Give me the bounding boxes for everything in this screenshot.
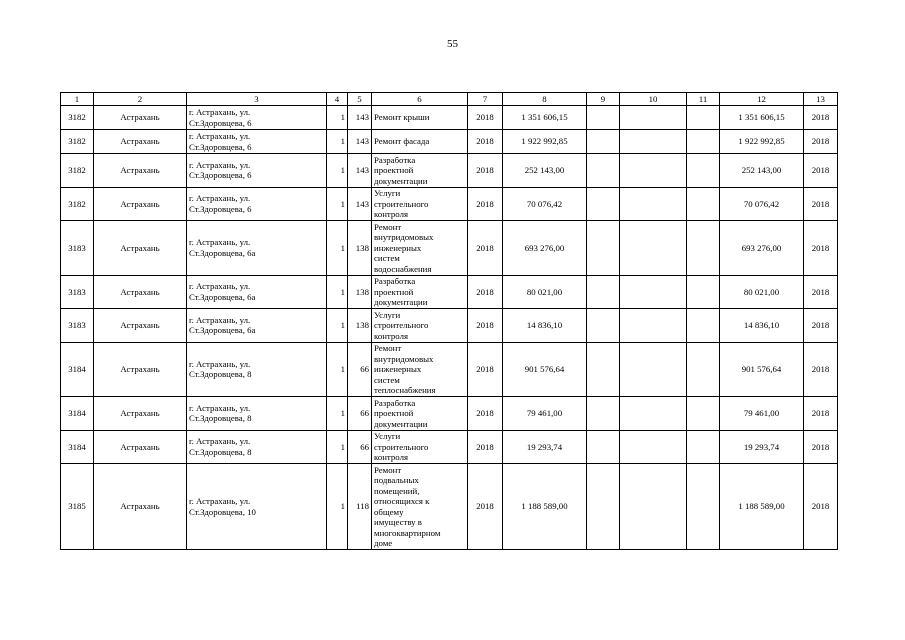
column-4-cell: 1 — [327, 275, 348, 309]
year-cell: 2018 — [468, 154, 503, 188]
work-type-cell — [372, 275, 468, 309]
work-type-line: документации — [374, 297, 428, 307]
amount-cell: 252 143,00 — [503, 154, 587, 188]
table-row — [61, 130, 838, 154]
work-type-line: Разработка — [374, 154, 416, 165]
work-type-line: проектной — [374, 165, 414, 175]
work-type-line: Ремонт фасада — [374, 136, 430, 147]
address-line: г. Астрахань, ул. — [189, 314, 251, 325]
row-id-cell: 3183 — [61, 275, 94, 309]
work-type-cell — [372, 397, 468, 431]
header-cell: 9 — [587, 93, 620, 106]
column-9-cell — [587, 430, 620, 464]
address-line: г. Астрахань, ул. — [189, 237, 251, 248]
column-11-cell — [687, 464, 720, 550]
header-cell: 6 — [372, 93, 468, 106]
table-row — [61, 342, 838, 397]
address-line: Ст.Здоровцева, 6 — [189, 141, 252, 152]
column-10-cell — [620, 130, 687, 154]
amount-cell: 70 076,42 — [503, 187, 587, 221]
column-5-cell: 143 — [348, 187, 372, 221]
repair-registry-table — [60, 92, 838, 550]
address-line: Ст.Здоровцева, 8 — [189, 413, 252, 424]
column-9-cell — [587, 154, 620, 188]
work-type-line: документации — [374, 418, 428, 429]
total-cell: 19 293,74 — [720, 430, 804, 464]
column-5-cell: 66 — [348, 342, 372, 397]
address-line: Ст.Здоровцева, 8 — [189, 446, 252, 457]
column-11-cell — [687, 187, 720, 221]
work-type-line: контроля — [374, 452, 409, 462]
table-row — [61, 464, 838, 550]
address-line: Ст.Здоровцева, 6 — [189, 203, 252, 214]
work-type-line: внутридомовых — [374, 353, 434, 364]
address-line: Ст.Здоровцева, 6а — [189, 291, 256, 302]
address-line: Ст.Здоровцева, 6а — [189, 325, 256, 336]
year-cell: 2018 — [468, 430, 503, 464]
column-9-cell — [587, 187, 620, 221]
column-10-cell — [620, 106, 687, 130]
year-2-cell: 2018 — [804, 130, 838, 154]
work-type-line: Разработка — [374, 276, 416, 286]
year-2-cell: 2018 — [804, 397, 838, 431]
address-line: г. Астрахань, ул. — [189, 159, 251, 170]
column-9-cell — [587, 221, 620, 276]
year-2-cell: 2018 — [804, 309, 838, 343]
column-9-cell — [587, 130, 620, 154]
work-type-line: многоквартирном — [374, 527, 441, 538]
column-4-cell: 1 — [327, 221, 348, 276]
amount-cell: 14 836,10 — [503, 309, 587, 343]
address-line: г. Астрахань, ул. — [189, 107, 251, 117]
address-line: г. Астрахань, ул. — [189, 402, 251, 413]
column-4-cell: 1 — [327, 430, 348, 464]
column-10-cell — [620, 154, 687, 188]
column-11-cell — [687, 106, 720, 130]
address-line: г. Астрахань, ул. — [189, 281, 251, 292]
work-type-line: строительного — [374, 320, 429, 330]
work-type-cell — [372, 309, 468, 343]
work-type-line: документации — [374, 175, 428, 186]
column-5-cell: 66 — [348, 430, 372, 464]
column-5-cell: 66 — [348, 397, 372, 431]
total-cell: 901 576,64 — [720, 342, 804, 397]
city-cell: Астрахань — [94, 397, 187, 431]
address-cell — [187, 430, 327, 464]
table-row — [61, 187, 838, 221]
work-type-line: инженерных — [374, 242, 422, 253]
total-cell: 80 021,00 — [720, 275, 804, 309]
year-2-cell: 2018 — [804, 430, 838, 464]
work-type-line: внутридомовых — [374, 232, 434, 242]
column-11-cell — [687, 154, 720, 188]
amount-cell: 693 276,00 — [503, 221, 587, 276]
address-line: г. Астрахань, ул. — [189, 358, 251, 369]
work-type-cell — [372, 342, 468, 397]
column-11-cell — [687, 130, 720, 154]
row-id-cell: 3182 — [61, 106, 94, 130]
address-line: Ст.Здоровцева, 6 — [189, 170, 252, 181]
header-cell: 2 — [94, 93, 187, 106]
column-10-cell — [620, 309, 687, 343]
address-cell — [187, 187, 327, 221]
header-row — [61, 93, 838, 106]
year-cell: 2018 — [468, 106, 503, 130]
column-5-cell: 138 — [348, 221, 372, 276]
work-type-cell — [372, 430, 468, 464]
work-type-line: систем — [374, 374, 400, 385]
total-cell: 1 351 606,15 — [720, 106, 804, 130]
work-type-cell — [372, 154, 468, 188]
column-5-cell: 143 — [348, 106, 372, 130]
column-4-cell: 1 — [327, 187, 348, 221]
header-cell: 11 — [687, 93, 720, 106]
work-type-line: контроля — [374, 330, 409, 341]
row-id-cell: 3184 — [61, 342, 94, 397]
row-id-cell: 3184 — [61, 397, 94, 431]
total-cell: 79 461,00 — [720, 397, 804, 431]
work-type-line: Услуги — [374, 188, 401, 198]
total-cell: 1 922 992,85 — [720, 130, 804, 154]
address-line: Ст.Здоровцева, 6 — [189, 117, 252, 128]
column-11-cell — [687, 430, 720, 464]
address-line: Ст.Здоровцева, 8 — [189, 369, 252, 380]
table-body — [61, 106, 838, 550]
column-10-cell — [620, 187, 687, 221]
total-cell: 1 188 589,00 — [720, 464, 804, 550]
address-line: Ст.Здоровцева, 10 — [189, 506, 256, 517]
total-cell: 14 836,10 — [720, 309, 804, 343]
work-type-cell — [372, 221, 468, 276]
amount-cell: 80 021,00 — [503, 275, 587, 309]
address-cell — [187, 154, 327, 188]
work-type-line: проектной — [374, 408, 414, 418]
year-cell: 2018 — [468, 309, 503, 343]
table-row — [61, 275, 838, 309]
address-line: г. Астрахань, ул. — [189, 193, 251, 204]
year-2-cell: 2018 — [804, 187, 838, 221]
amount-cell: 79 461,00 — [503, 397, 587, 431]
column-5-cell: 138 — [348, 309, 372, 343]
address-line: г. Астрахань, ул. — [189, 496, 251, 506]
work-type-cell — [372, 187, 468, 221]
work-type-line: Ремонт — [374, 464, 402, 475]
column-10-cell — [620, 342, 687, 397]
table-row — [61, 430, 838, 464]
amount-cell: 1 922 992,85 — [503, 130, 587, 154]
row-id-cell: 3182 — [61, 130, 94, 154]
header-cell: 10 — [620, 93, 687, 106]
header-cell: 7 — [468, 93, 503, 106]
column-4-cell: 1 — [327, 342, 348, 397]
city-cell: Астрахань — [94, 154, 187, 188]
column-4-cell: 1 — [327, 106, 348, 130]
column-4-cell: 1 — [327, 154, 348, 188]
column-4-cell: 1 — [327, 309, 348, 343]
header-cell: 13 — [804, 93, 838, 106]
work-type-line: строительного — [374, 441, 429, 452]
work-type-line: проектной — [374, 286, 414, 297]
work-type-line: инженерных — [374, 364, 422, 374]
address-cell — [187, 464, 327, 550]
address-cell — [187, 309, 327, 343]
amount-cell: 19 293,74 — [503, 430, 587, 464]
work-type-line: подвальных — [374, 475, 419, 485]
city-cell: Астрахань — [94, 342, 187, 397]
table-row — [61, 309, 838, 343]
year-cell: 2018 — [468, 221, 503, 276]
column-5-cell: 138 — [348, 275, 372, 309]
total-cell: 693 276,00 — [720, 221, 804, 276]
year-cell: 2018 — [468, 187, 503, 221]
column-9-cell — [587, 464, 620, 550]
work-type-line: Услуги — [374, 309, 401, 320]
work-type-line: систем — [374, 253, 400, 263]
year-2-cell: 2018 — [804, 106, 838, 130]
column-5-cell: 143 — [348, 154, 372, 188]
year-cell: 2018 — [468, 275, 503, 309]
city-cell: Астрахань — [94, 187, 187, 221]
column-9-cell — [587, 106, 620, 130]
header-cell: 3 — [187, 93, 327, 106]
header-cell: 5 — [348, 93, 372, 106]
row-id-cell: 3182 — [61, 154, 94, 188]
year-cell: 2018 — [468, 130, 503, 154]
row-id-cell: 3183 — [61, 221, 94, 276]
column-10-cell — [620, 430, 687, 464]
row-id-cell: 3182 — [61, 187, 94, 221]
city-cell: Астрахань — [94, 130, 187, 154]
work-type-line: контроля — [374, 209, 409, 219]
table-row — [61, 154, 838, 188]
year-2-cell: 2018 — [804, 221, 838, 276]
work-type-line: Ремонт крыши — [374, 112, 430, 123]
city-cell: Астрахань — [94, 106, 187, 130]
address-line: г. Астрахань, ул. — [189, 131, 251, 141]
table-row — [61, 106, 838, 130]
page-number: 55 — [447, 38, 458, 50]
column-10-cell — [620, 397, 687, 431]
column-11-cell — [687, 397, 720, 431]
total-cell: 252 143,00 — [720, 154, 804, 188]
column-11-cell — [687, 342, 720, 397]
row-id-cell: 3184 — [61, 430, 94, 464]
column-10-cell — [620, 221, 687, 276]
work-type-line: общему — [374, 506, 404, 517]
address-cell — [187, 397, 327, 431]
amount-cell: 1 351 606,15 — [503, 106, 587, 130]
city-cell: Астрахань — [94, 464, 187, 550]
column-5-cell: 143 — [348, 130, 372, 154]
work-type-line: доме — [374, 538, 393, 548]
column-9-cell — [587, 275, 620, 309]
table-row — [61, 397, 838, 431]
table-row — [61, 221, 838, 276]
work-type-line: Ремонт — [374, 221, 402, 232]
address-cell — [187, 106, 327, 130]
work-type-cell — [372, 464, 468, 550]
work-type-cell — [372, 106, 468, 130]
total-cell: 70 076,42 — [720, 187, 804, 221]
address-cell — [187, 275, 327, 309]
column-11-cell — [687, 309, 720, 343]
header-cell: 1 — [61, 93, 94, 106]
year-cell: 2018 — [468, 342, 503, 397]
work-type-line: водоснабжения — [374, 263, 432, 274]
column-4-cell: 1 — [327, 397, 348, 431]
work-type-line: строительного — [374, 198, 429, 209]
column-9-cell — [587, 397, 620, 431]
row-id-cell: 3185 — [61, 464, 94, 550]
amount-cell: 1 188 589,00 — [503, 464, 587, 550]
work-type-line: Услуги — [374, 431, 401, 441]
work-type-line: относящихся к — [374, 496, 430, 506]
year-cell: 2018 — [468, 397, 503, 431]
city-cell: Астрахань — [94, 221, 187, 276]
column-10-cell — [620, 275, 687, 309]
address-cell — [187, 342, 327, 397]
work-type-line: Разработка — [374, 397, 416, 408]
address-line: Ст.Здоровцева, 6а — [189, 247, 256, 258]
column-4-cell: 1 — [327, 464, 348, 550]
year-cell: 2018 — [468, 464, 503, 550]
column-9-cell — [587, 342, 620, 397]
year-2-cell: 2018 — [804, 464, 838, 550]
address-cell — [187, 221, 327, 276]
header-cell: 8 — [503, 93, 587, 106]
column-9-cell — [587, 309, 620, 343]
column-11-cell — [687, 221, 720, 276]
column-4-cell: 1 — [327, 130, 348, 154]
year-2-cell: 2018 — [804, 154, 838, 188]
year-2-cell: 2018 — [804, 342, 838, 397]
year-2-cell: 2018 — [804, 275, 838, 309]
row-id-cell: 3183 — [61, 309, 94, 343]
work-type-line: теплоснабжения — [374, 385, 436, 395]
amount-cell: 901 576,64 — [503, 342, 587, 397]
header-cell: 4 — [327, 93, 348, 106]
column-10-cell — [620, 464, 687, 550]
city-cell: Астрахань — [94, 430, 187, 464]
work-type-line: Ремонт — [374, 343, 402, 353]
address-line: г. Астрахань, ул. — [189, 436, 251, 447]
header-cell: 12 — [720, 93, 804, 106]
column-11-cell — [687, 275, 720, 309]
city-cell: Астрахань — [94, 275, 187, 309]
work-type-line: имуществу в — [374, 517, 422, 527]
city-cell: Астрахань — [94, 309, 187, 343]
work-type-line: помещений, — [374, 485, 420, 496]
work-type-cell — [372, 130, 468, 154]
address-cell — [187, 130, 327, 154]
column-5-cell: 118 — [348, 464, 372, 550]
